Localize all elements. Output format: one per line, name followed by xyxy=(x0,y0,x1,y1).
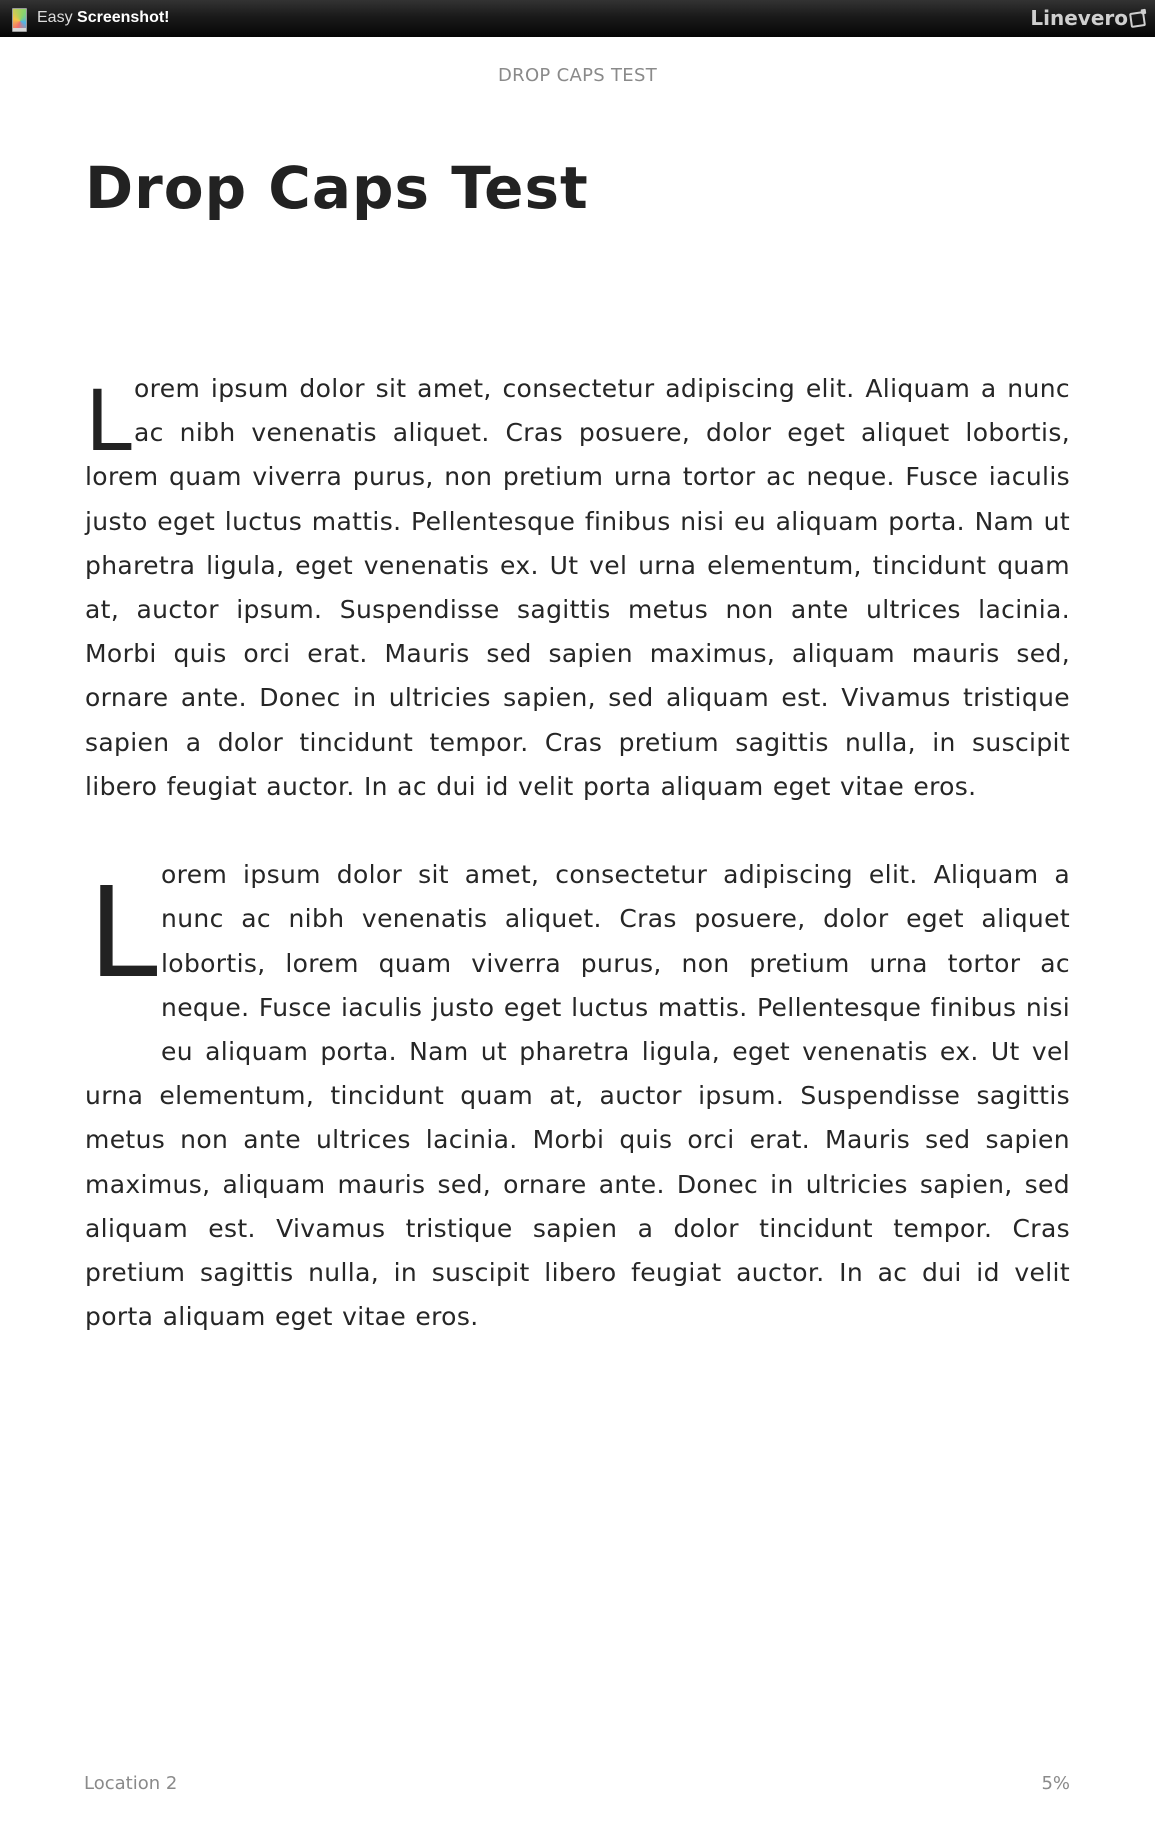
reading-progress-percent[interactable]: 5% xyxy=(1041,1773,1070,1794)
paragraph-2 xyxy=(85,853,1070,1339)
paragraph-text: orem ipsum dolor sit amet, consectetur adipiscing elit. Aliquam a nunc ac nibh venenatis aliquet. Cras posuere, dolor eget aliquet lobortis, lorem quam viverra purus, non pretium urna tortor ac neque. Fusce iaculis justo eget luctus mattis. Pellentesque finibus nisi eu aliquam porta. Nam ut pharetra ligula, eget venenatis ex. Ut vel urna elementum, tincidunt quam at, auctor ipsum. Suspendisse sagittis metus non ante ultrices lacinia. Morbi quis orci erat. Mauris sed sapien maximus, aliquam mauris sed, ornare ante. Donec in ultricies sapien, sed aliquam est. Vivamus tristique sapien a dolor tincidunt tempor. Cras pretium sagittis nulla, in suscipit libero feugiat auctor. In ac dui id velit porta aliquam eget vitae eros. xyxy=(85,374,1070,801)
app-title xyxy=(37,9,170,27)
drop-cap-container xyxy=(85,853,161,1074)
drop-cap-letter: L xyxy=(85,372,132,470)
paragraph-1 xyxy=(85,367,1070,809)
reader-content xyxy=(85,367,1070,1384)
app-title-bold: Screenshot! xyxy=(77,9,170,26)
app-title-light: Easy xyxy=(37,9,73,26)
location-indicator[interactable]: Location 2 xyxy=(84,1773,178,1794)
brand-text: Linevero xyxy=(1030,6,1128,30)
linevero-brand[interactable] xyxy=(1030,6,1145,30)
drop-cap-letter: L xyxy=(88,861,158,1007)
drop-cap-container xyxy=(85,367,134,470)
paragraph-text: orem ipsum dolor sit amet, consectetur adipiscing elit. Aliquam a nunc ac nibh venenatis aliquet. Cras posuere, dolor eget aliquet lobortis, lorem quam viverra purus, non pretium urna tortor ac neque. Fusce iaculis justo eget luctus mattis. Pellentesque finibus nisi eu aliquam porta. Nam ut pharetra ligula, eget venenatis ex. Ut vel urna elementum, tincidunt quam at, auctor ipsum. Suspendisse sagittis metus non ante ultrices lacinia. Morbi quis orci erat. Mauris sed sapien maximus, aliquam mauris sed, ornare ante. Donec in ultricies sapien, sed aliquam est. Vivamus tristique sapien a dolor tincidunt tempor. Cras pretium sagittis nulla, in suscipit libero feugiat auctor. In ac dui id velit porta aliquam eget vitae eros. xyxy=(85,860,1070,1332)
running-head: DROP CAPS TEST xyxy=(498,65,657,86)
easy-screenshot-app-icon xyxy=(12,8,27,32)
window-title-bar xyxy=(0,0,1155,37)
chapter-title: Drop Caps Test xyxy=(85,154,589,222)
linevero-logo-icon xyxy=(1129,11,1146,28)
